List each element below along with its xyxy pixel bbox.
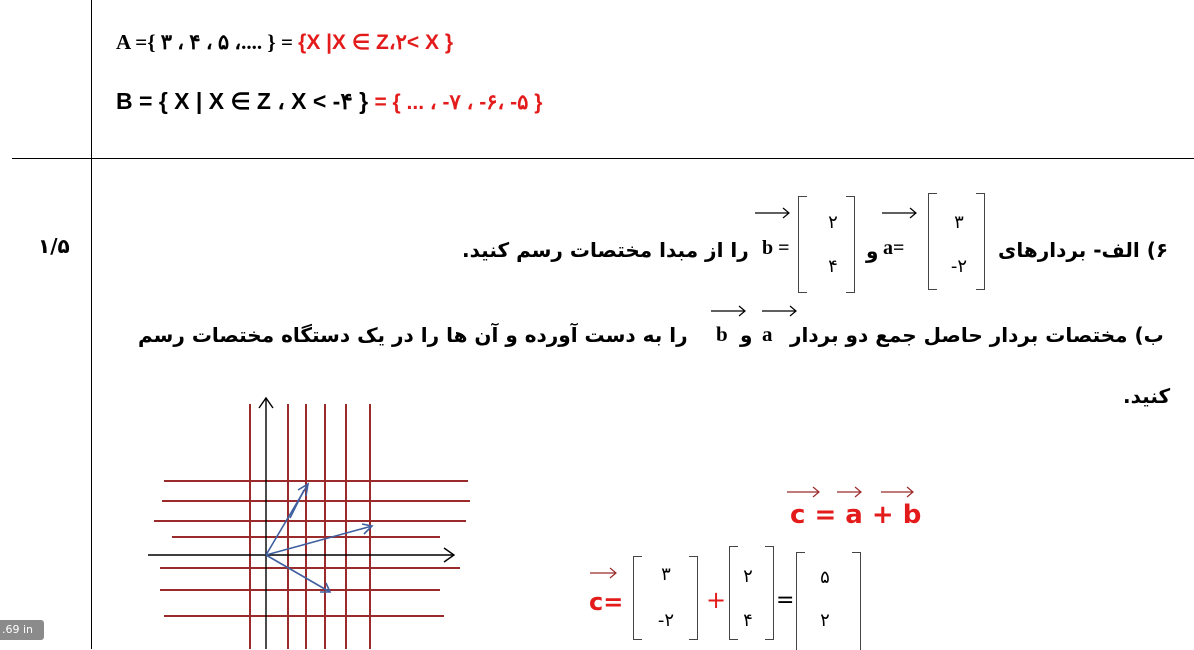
- grid-lines: [154, 404, 470, 649]
- set-a-left: A ={ ۳ ، ۴ ، ۵ ،.... } =: [116, 30, 293, 54]
- a-matrix-right-bracket: [976, 193, 985, 290]
- m2-bottom: ۴: [743, 610, 753, 631]
- a-matrix-bottom: -۲: [950, 256, 968, 277]
- b-arrow-icon: [753, 205, 793, 219]
- a-vector-label: a=: [883, 237, 905, 259]
- question-6b-prefix: ب) مختصات بردار حاصل جمع دو بردار: [790, 323, 1164, 347]
- m1-bottom: -۲: [657, 610, 675, 631]
- ruler-measurement-badge: .69 in: [0, 620, 44, 640]
- set-b-left: B = { X | X ∈ Z ، X < -۴ }: [116, 88, 369, 114]
- table-column-divider: [91, 0, 92, 649]
- question-6a-prefix: ۶) الف- بردارهای: [998, 238, 1169, 262]
- b-matrix-left-bracket: [798, 196, 807, 293]
- m2-top: ۲: [743, 566, 753, 587]
- set-a-answer: {X |X ∈ Z،۲< X }: [298, 31, 454, 54]
- set-b-definition: [116, 88, 542, 115]
- question-6b-suffix: را به دست آورده و آن ها را در یک دستگاه مختصات رسم: [138, 323, 688, 347]
- b-matrix-right-bracket: [846, 196, 855, 293]
- m3-bottom: ۲: [820, 610, 830, 631]
- m3-right-bracket: [852, 552, 861, 650]
- set-a-definition: [116, 30, 453, 55]
- b-arrow-icon-2: [709, 303, 749, 317]
- c-arrow-icon: [588, 565, 620, 579]
- a-matrix-left-bracket: [928, 193, 937, 290]
- a-arrow-icon-2: [760, 303, 800, 317]
- coordinate-grid-sketch: [140, 390, 480, 649]
- equals-sign: =: [776, 588, 795, 613]
- a-arrow-icon: [880, 205, 920, 219]
- m1-top: ۳: [661, 564, 671, 585]
- m1-left-bracket: [633, 556, 642, 640]
- axes: [148, 398, 454, 649]
- m2-right-bracket: [765, 546, 774, 640]
- question-6b-line2: کنید.: [1123, 384, 1171, 408]
- a-matrix-top: ۳: [954, 212, 964, 233]
- question-6b-a: a: [762, 322, 773, 346]
- question-6b-b: b: [716, 322, 728, 346]
- m1-right-bracket: [689, 556, 698, 640]
- question-6b-and: و: [740, 323, 753, 347]
- answer-arrows-icon: [785, 484, 925, 500]
- score-label: ۱/۵: [38, 234, 70, 258]
- b-matrix-top: ۲: [828, 212, 838, 233]
- b-matrix-bottom: ۴: [828, 256, 838, 277]
- table-row-divider: [12, 158, 1194, 159]
- m3-top: ۵: [820, 567, 830, 588]
- and-word: و: [866, 239, 879, 263]
- b-vector-label: b =: [762, 237, 790, 259]
- sum-equation: c = a + b: [790, 500, 922, 530]
- plus-sign: +: [706, 586, 727, 614]
- c-label: c=: [589, 588, 624, 616]
- set-b-answer: = { ... ، -۷ ، -۶، -۵ }: [374, 91, 543, 114]
- m3-left-bracket: [796, 552, 805, 650]
- question-6a-suffix: را از مبدا مختصات رسم کنید.: [462, 238, 749, 262]
